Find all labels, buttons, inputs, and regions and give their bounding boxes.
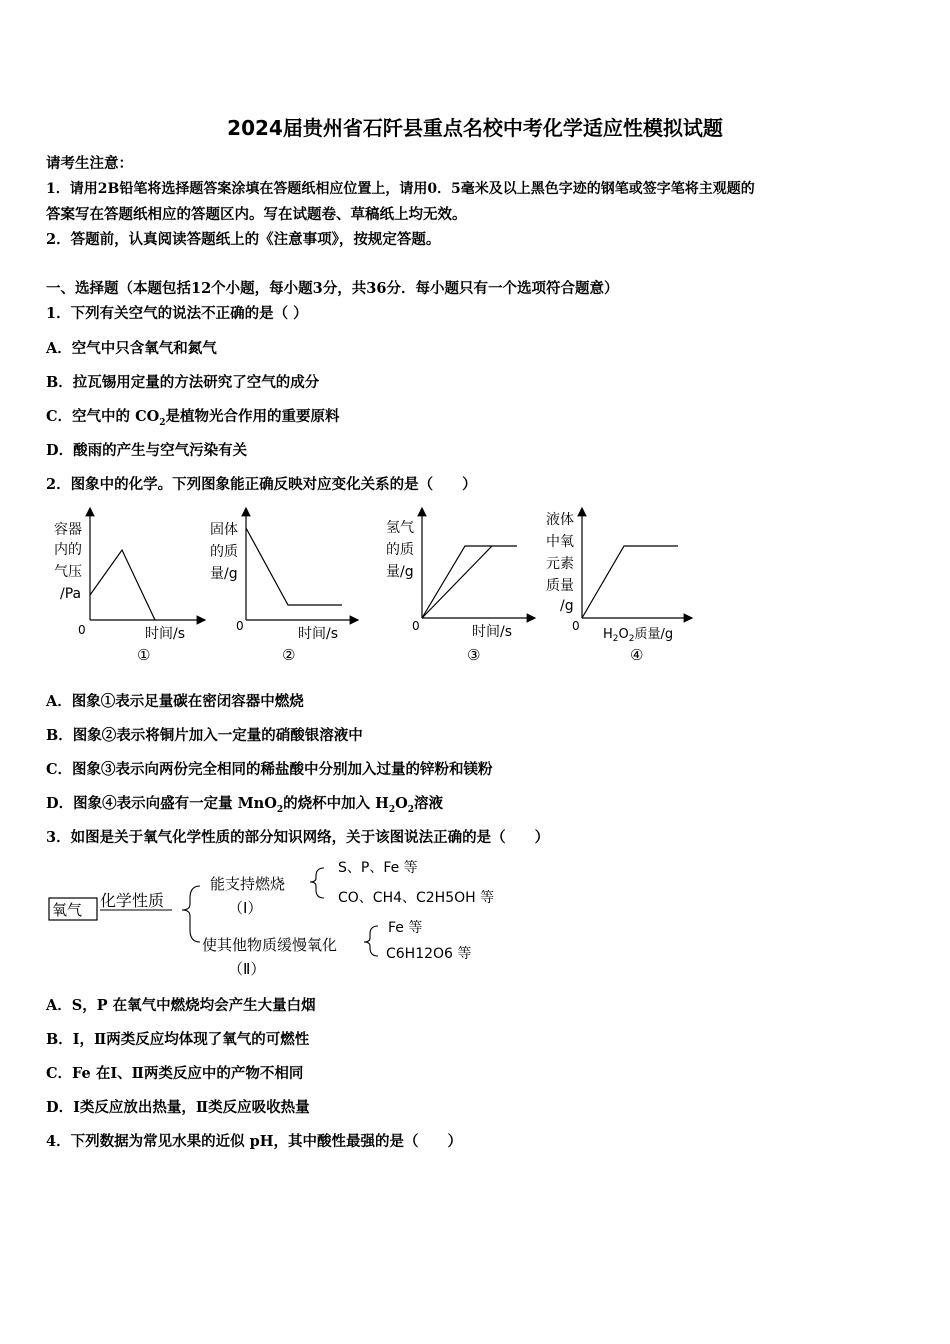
branch-2-item-1: Fe 等 — [388, 920, 423, 936]
page-title: 2024届贵州省石阡县重点名校中考化学适应性模拟试题 — [227, 116, 723, 140]
graph-4-ylabel-5: /g — [560, 598, 574, 614]
q3-option-c: C．Fe 在Ⅰ、Ⅱ两类反应中的产物不相同 — [46, 1065, 304, 1082]
graph-2-ylabel-1: 固体 — [210, 522, 238, 538]
q2-stem: 2．图象中的化学。下列图象能正确反映对应变化关系的是（ ） — [46, 476, 477, 493]
graph-2-origin: 0 — [236, 619, 244, 633]
graph-1 — [54, 508, 205, 664]
q3-option-d: D．Ⅰ类反应放出热量，Ⅱ类反应吸收热量 — [46, 1099, 310, 1116]
graph-4-curve — [582, 546, 678, 618]
graph-1-xlabel: 时间/s — [145, 626, 186, 642]
q2-option-b: B．图象②表示将铜片加入一定量的硝酸银溶液中 — [46, 727, 363, 744]
q1-option-a: A．空气中只含氧气和氮气 — [46, 340, 217, 357]
section-heading: 一、选择题（本题包括12个小题，每小题3分，共36分．每小题只有一个选项符合题意） — [46, 280, 619, 297]
graph-4-ylabel-3: 元素 — [546, 556, 574, 572]
graph-2-xlabel: 时间/s — [298, 626, 339, 642]
q3-option-b: B．Ⅰ，Ⅱ两类反应均体现了氧气的可燃性 — [46, 1031, 310, 1048]
q1-option-d: D．酸雨的产生与空气污染有关 — [46, 442, 248, 459]
graph-2 — [210, 508, 358, 664]
graph-2-ylabel-2: 的质 — [210, 544, 238, 560]
branch-2-brace — [364, 926, 378, 956]
branch-2-item-2: C6H12O6 等 — [386, 946, 472, 962]
q1-option-c: C．空气中的 $CO_2$是植物光合作用的重要原料 — [46, 408, 340, 428]
branch-1-item-2: CO、CH4、C2H5OH 等 — [338, 890, 495, 906]
root-label: 化学性质 — [100, 891, 165, 910]
graph-3-curve-fast — [422, 546, 517, 618]
graph-4-xlabel: $H_2O_2$质量/g — [603, 627, 674, 644]
notice-heading: 请考生注意： — [46, 155, 133, 172]
q4-stem: 4．下列数据为常见水果的近似 pH，其中酸性最强的是（ ） — [46, 1133, 462, 1150]
branch-1-tag: （Ⅰ） — [228, 899, 263, 917]
q2-graphs — [40, 500, 710, 670]
graph-1-ylabel-2: 内的 — [54, 542, 82, 558]
graph-4 — [546, 508, 692, 664]
graph-3-origin: 0 — [412, 619, 420, 633]
graph-1-ylabel-1: 容器 — [54, 522, 82, 538]
graph-4-origin: 0 — [572, 619, 580, 633]
q2-option-d: D．图象④表示向盛有一定量 MnO$_2$的烧杯中加入 $H_2O_2$溶液 — [46, 795, 444, 815]
graph-3-ylabel-2: 的质 — [386, 542, 414, 558]
q1-option-b: B．拉瓦锡用定量的方法研究了空气的成分 — [46, 374, 320, 391]
graph-1-number: ① — [137, 646, 151, 664]
graph-1-ylabel-4: /Pa — [60, 586, 82, 602]
graph-2-number: ② — [282, 646, 296, 664]
notice-line-1b: 答案写在答题纸相应的答题区内。写在试题卷、草稿纸上均无效。 — [46, 206, 467, 223]
graph-1-origin: 0 — [78, 623, 86, 637]
oxygen-label: 氧气 — [52, 901, 83, 919]
graph-2-curve — [246, 528, 342, 605]
graph-2-ylabel-3: 量/g — [210, 566, 238, 582]
notice-line-2: 2．答题前，认真阅读答题纸上的《注意事项》，按规定答题。 — [46, 231, 441, 248]
graph-3-number: ③ — [467, 646, 481, 664]
q2-option-a: A．图象①表示足量碳在密闭容器中燃烧 — [46, 693, 304, 710]
graph-3-xlabel: 时间/s — [472, 624, 513, 640]
branch-1-brace — [310, 868, 324, 898]
graph-4-ylabel-4: 质量 — [546, 578, 574, 594]
graph-3-ylabel-3: 量/g — [386, 564, 414, 580]
graph-3-ylabel-1: 氢气 — [386, 520, 414, 536]
branch-1-item-1: S、P、Fe 等 — [338, 860, 418, 876]
graph-4-number: ④ — [630, 646, 644, 664]
q3-option-a: A．S，P 在氧气中燃烧均会产生大量白烟 — [46, 997, 316, 1014]
q3-stem: 3．如图是关于氧气化学性质的部分知识网络，关于该图说法正确的是（ ） — [46, 829, 550, 846]
graph-1-curve — [90, 550, 155, 620]
branch-2-label: 使其他物质缓慢氧化 — [202, 936, 338, 954]
graph-3-curve-slow — [422, 546, 492, 618]
notice-line-1: 1．请用2B铅笔将选择题答案涂填在答题纸相应位置上，请用0．5毫米及以上黑色字迹的钢笔或签字笔将主观题的 — [46, 181, 755, 197]
graph-4-ylabel-2: 中氧 — [546, 534, 574, 550]
branch-2-tag: （Ⅱ） — [228, 960, 266, 978]
main-brace — [182, 886, 200, 942]
graph-4-ylabel-1: 液体 — [546, 512, 574, 528]
q3-diagram — [40, 850, 520, 985]
q2-option-c: C．图象③表示向两份完全相同的稀盐酸中分别加入过量的锌粉和镁粉 — [46, 761, 493, 778]
graph-3 — [386, 508, 535, 664]
q1-stem: 1．下列有关空气的说法不正确的是（ ） — [46, 305, 308, 322]
graph-1-ylabel-3: 气压 — [54, 564, 82, 580]
branch-1-label: 能支持燃烧 — [210, 875, 286, 893]
